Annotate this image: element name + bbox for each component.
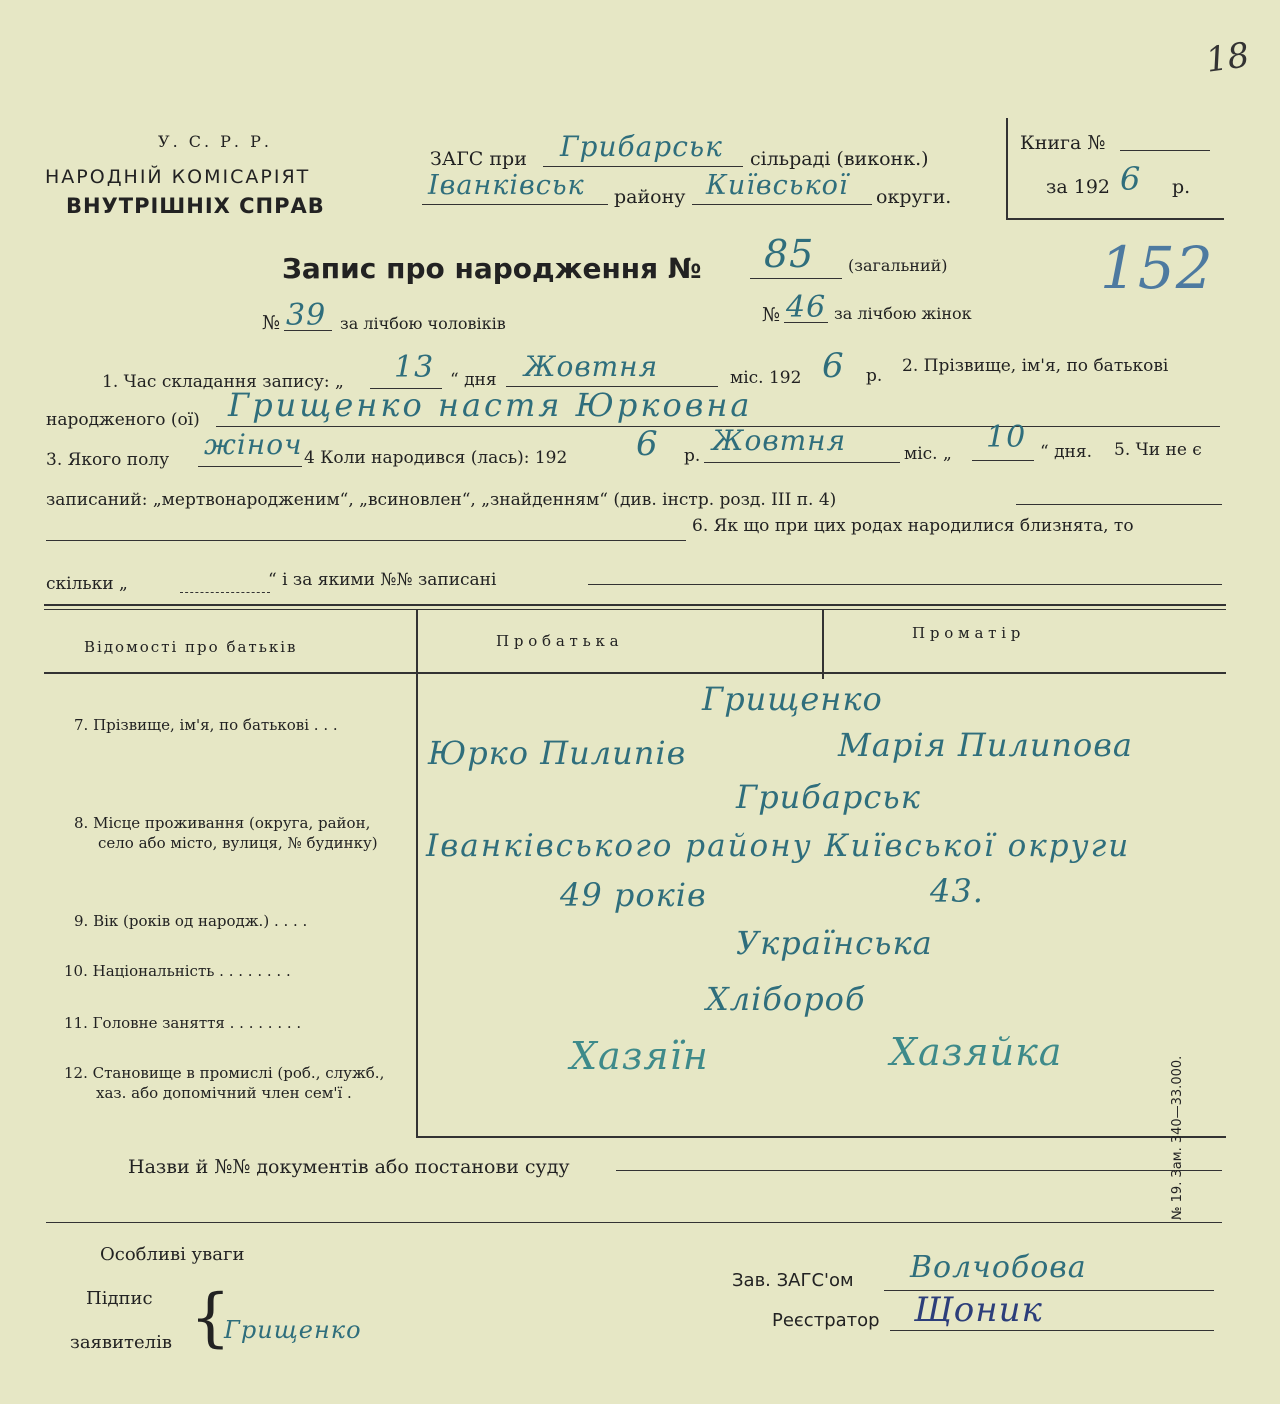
field4-month-label: міс. „ — [904, 444, 952, 464]
book-number-line — [1120, 150, 1210, 151]
born-name-handwritten: Грищенко настя Юрковна — [228, 386, 753, 424]
row12-label-b: хаз. або допомічний член сем'ї . — [96, 1084, 352, 1102]
row11-label: 11. Головне заняття . . . . . . . . — [64, 1014, 302, 1032]
field3-sex-line — [198, 466, 302, 467]
zags-prefix: ЗАГС при — [430, 148, 527, 170]
mother-age-handwritten: 43. — [930, 872, 984, 910]
mother-name-handwritten: Марія Пилипова — [838, 726, 1133, 764]
field6-line2b: “ і за якими №№ записані — [268, 570, 497, 590]
field3-label: 3. Якого полу — [46, 450, 170, 470]
table-top-rule — [44, 604, 1226, 606]
table-col1-header: Відомості про батьків — [84, 638, 298, 656]
field3-sex-handwritten: жіноч — [204, 428, 303, 461]
table-col-divider-2 — [822, 609, 824, 679]
book-year-handwritten: 6 — [1120, 160, 1142, 198]
field1-label: 1. Час складання запису: „ — [102, 372, 344, 392]
signature-brace: { — [190, 1281, 231, 1355]
field1-year-handwritten: 6 — [822, 346, 845, 386]
district-line — [422, 204, 608, 205]
zags-village-handwritten: Грибарськ — [560, 130, 723, 163]
father-name-handwritten: Юрко Пилипів — [428, 734, 687, 772]
table-col2-header: П р о б а т ь к а — [496, 632, 619, 650]
nationality-handwritten: Українська — [736, 924, 933, 962]
head-label: Зав. ЗАГС'ом — [732, 1270, 854, 1291]
father-age-handwritten: 49 років — [560, 876, 707, 914]
zags-suffix: сільраді (виконк.) — [750, 148, 929, 170]
okrug-label: округи. — [876, 186, 952, 208]
commissariat-line2: ВНУТРІШНІХ СПРАВ — [66, 194, 325, 218]
registrar-label: Реєстратор — [772, 1310, 880, 1331]
district-label: району — [614, 186, 686, 208]
field1-month-handwritten: Жовтня — [524, 350, 659, 383]
table-header-rule — [44, 672, 1226, 674]
field6-line2a: скільки „ — [46, 574, 128, 594]
record-title: Запис про народження № — [282, 252, 702, 285]
row10-label: 10. Національність . . . . . . . . — [64, 962, 291, 980]
row8-label-a: 8. Місце проживання (округа, район, — [74, 814, 371, 832]
twins-count-line — [180, 592, 270, 593]
field1-month-label: міс. 192 — [730, 368, 802, 388]
registrar-signature-handwritten: Щоник — [914, 1290, 1043, 1330]
zags-village-line — [543, 166, 743, 167]
field5-line2: записаний: „мертвонародженим“, „всиновлен“, „знайденням“ (див. інстр. розд. ІІІ п. 4) — [46, 490, 837, 510]
women-prefix: № — [762, 304, 780, 326]
row8-label-b: село або місто, вулиця, № будинку) — [98, 834, 378, 852]
place2-handwritten: Іванківського району Київської округи — [426, 828, 1131, 864]
record-number-handwritten: 85 — [764, 232, 815, 276]
head-signature-handwritten: Волчобова — [910, 1250, 1087, 1285]
corner-mark: 18 — [1203, 35, 1252, 81]
remarks-label: Особливі уваги — [100, 1244, 245, 1265]
signature-label-1: Підпис — [86, 1288, 153, 1309]
men-label: за лічбою чоловіків — [340, 314, 506, 333]
table-top-rule2 — [44, 609, 1226, 610]
born-label: народженого (ої) — [46, 410, 200, 430]
republic-label: У. С. Р. Р. — [158, 132, 272, 151]
men-prefix: № — [262, 312, 280, 334]
women-label: за лічбою жінок — [834, 304, 972, 323]
field4-r: р. — [684, 446, 701, 466]
field4-month-handwritten: Жовтня — [712, 424, 847, 457]
signature-label-2: заявителів — [70, 1332, 172, 1353]
documents-line2 — [46, 1222, 1222, 1223]
table-col-divider-1 — [416, 609, 418, 1137]
applicant-signature-handwritten: Грищенко — [224, 1316, 362, 1344]
surname-handwritten: Грищенко — [702, 680, 883, 718]
documents-label: Назви й №№ документів або постанови суду — [128, 1156, 570, 1178]
mother-status-handwritten: Хазяйка — [890, 1030, 1063, 1074]
field2-label: 2. Прізвище, ім'я, по батькові — [902, 356, 1169, 376]
book-label: Книга № — [1020, 132, 1106, 154]
twins-numbers-line — [588, 584, 1222, 585]
okrug-line — [692, 204, 872, 205]
row9-label: 9. Вік (років од народж.) . . . . — [74, 912, 308, 930]
men-count-handwritten: 39 — [286, 298, 327, 333]
field4-day-handwritten: 10 — [986, 420, 1027, 455]
book-year-suffix: р. — [1172, 176, 1191, 198]
documents-line — [616, 1170, 1222, 1171]
district-handwritten: Іванківськ — [428, 170, 585, 201]
field1-day-handwritten: 13 — [394, 350, 435, 385]
table-bottom-rule — [416, 1136, 1226, 1138]
commissariat-line1: НАРОДНІЙ КОМІСАРІЯТ — [45, 166, 311, 188]
field4-year-handwritten: 6 — [636, 424, 659, 464]
women-count-handwritten: 46 — [786, 290, 827, 325]
field1-year-label: р. — [866, 366, 883, 386]
field5-label: 5. Чи не є — [1114, 440, 1202, 460]
field4-day-line — [972, 460, 1034, 461]
record-number-line — [750, 278, 842, 279]
field4-label: 4 Коли народився (лась): 192 — [304, 448, 568, 468]
row7-label: 7. Прізвище, ім'я, по батькові . . . — [74, 716, 338, 734]
field6-label: 6. Як що при цих родах народилися близнята, то — [692, 516, 1134, 536]
father-status-handwritten: Хазяїн — [570, 1034, 709, 1078]
row12-label-a: 12. Становище в промислі (роб., служб., — [64, 1064, 385, 1082]
field1-day-label: “ дня — [450, 370, 497, 390]
field5-answer-line2 — [46, 540, 686, 541]
table-col3-header: П р о м а т і р — [912, 624, 1021, 642]
margin-number: 152 — [1100, 234, 1214, 302]
record-general-label: (загальний) — [848, 256, 948, 275]
place1-handwritten: Грибарськ — [736, 778, 921, 816]
side-print: № 19. Зам. 340—33.000. — [1170, 1055, 1185, 1220]
field5-answer-line — [1016, 504, 1222, 505]
occupation-handwritten: Хлібороб — [706, 980, 866, 1018]
field4-month-line — [704, 462, 900, 463]
field4-day-label: “ дня. — [1040, 442, 1093, 462]
registrar-signature-line — [890, 1330, 1214, 1331]
okrug-handwritten: Київської — [706, 170, 849, 201]
book-year-prefix: за 192 — [1046, 176, 1110, 198]
